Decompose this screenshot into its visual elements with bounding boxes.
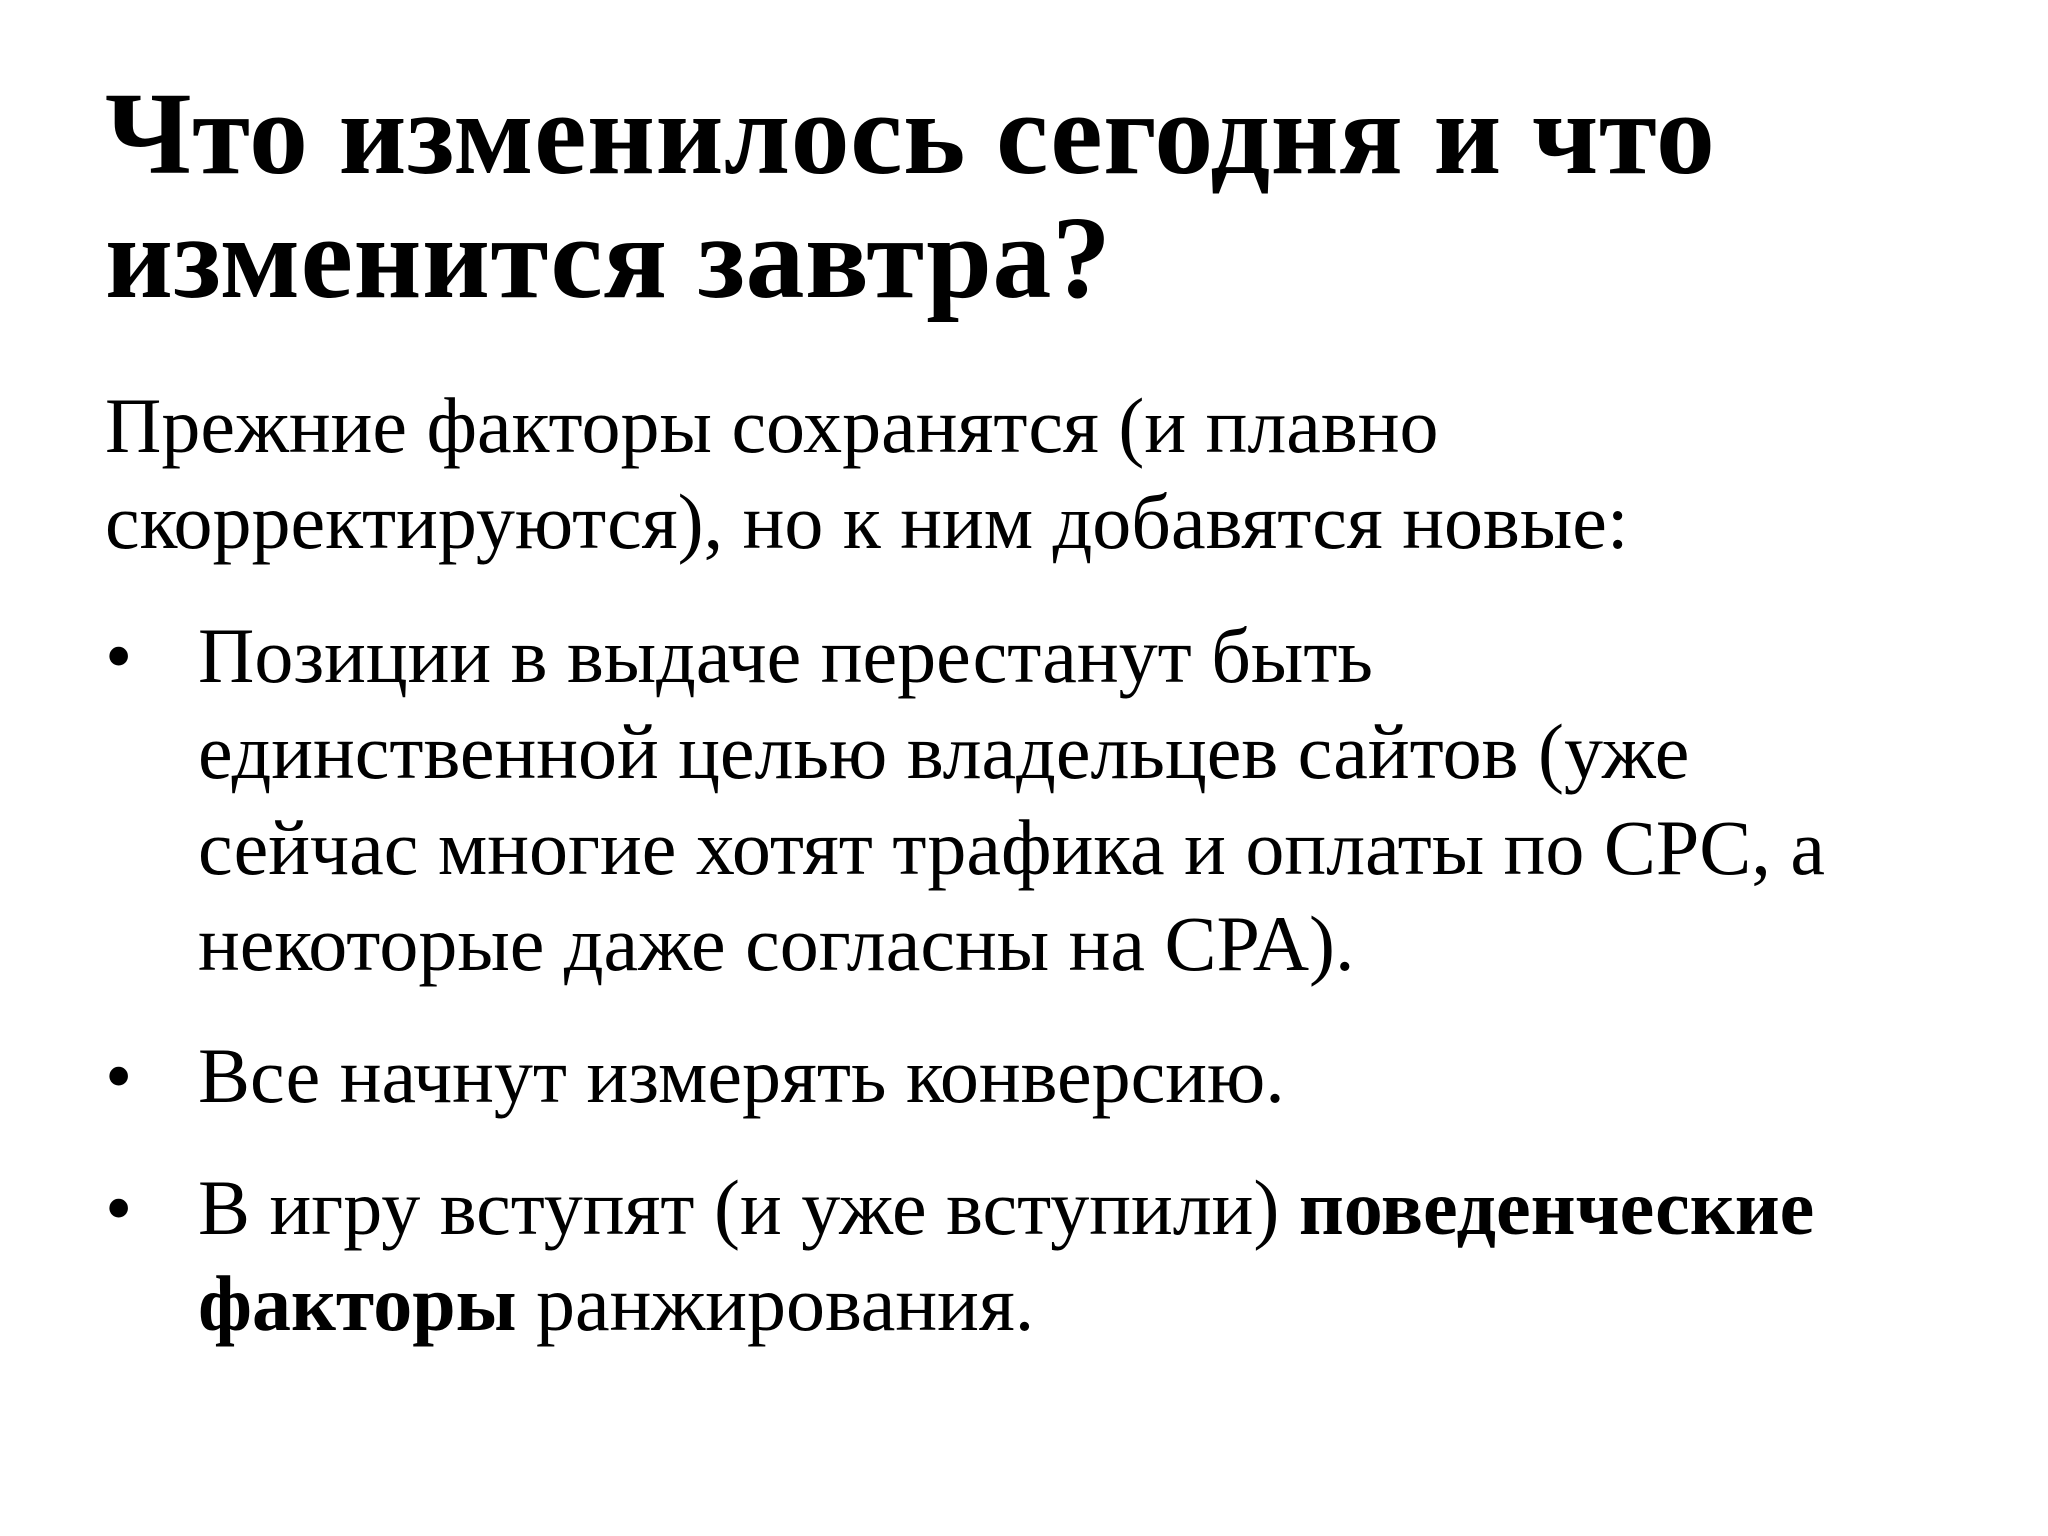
bullet-item-conversion xyxy=(105,1028,1985,1124)
bullet-dot-icon: • xyxy=(105,1032,133,1119)
bullet-3-line-2-suffix: ранжирования. xyxy=(516,1260,1035,1347)
bullet-1-line-2: единственной целью владельцев сайтов (уже xyxy=(198,708,1690,795)
bullet-1-line-3: сейчас многие хотят трафика и оплаты по CPC, а xyxy=(198,804,1825,891)
bullet-text-positions xyxy=(198,608,1985,992)
slide-title xyxy=(105,68,1985,323)
bullet-1-line-4: некоторые даже согласны на CPA). xyxy=(198,900,1355,987)
slide-title-line-1: Что изменилось сегодня и что xyxy=(105,68,1716,199)
bullet-list xyxy=(105,608,1985,1388)
intro-line-1: Прежние факторы сохранятся (и плавно xyxy=(105,382,1439,469)
bullet-text-behavioral-factors xyxy=(198,1160,1985,1352)
bullet-dot-icon: • xyxy=(105,1164,133,1251)
bullet-item-positions xyxy=(105,608,1985,992)
bullet-item-behavioral-factors xyxy=(105,1160,1985,1352)
bullet-text-conversion: Все начнут измерять конверсию. xyxy=(198,1032,1285,1119)
slide-title-line-2: изменится завтра? xyxy=(105,192,1112,323)
bullet-3-line-1-prefix: В игру вступят (и уже вступили) xyxy=(198,1164,1299,1251)
bullet-3-line-1-bold: поведенческие xyxy=(1298,1164,1815,1251)
bullet-1-line-1: Позиции в выдаче перестанут быть xyxy=(198,612,1373,699)
intro-line-2: скорректируются), но к ним добавятся новые: xyxy=(105,478,1629,565)
bullet-dot-icon: • xyxy=(105,612,133,699)
intro-paragraph xyxy=(105,378,1985,570)
bullet-3-line-2-bold: факторы xyxy=(198,1260,517,1347)
